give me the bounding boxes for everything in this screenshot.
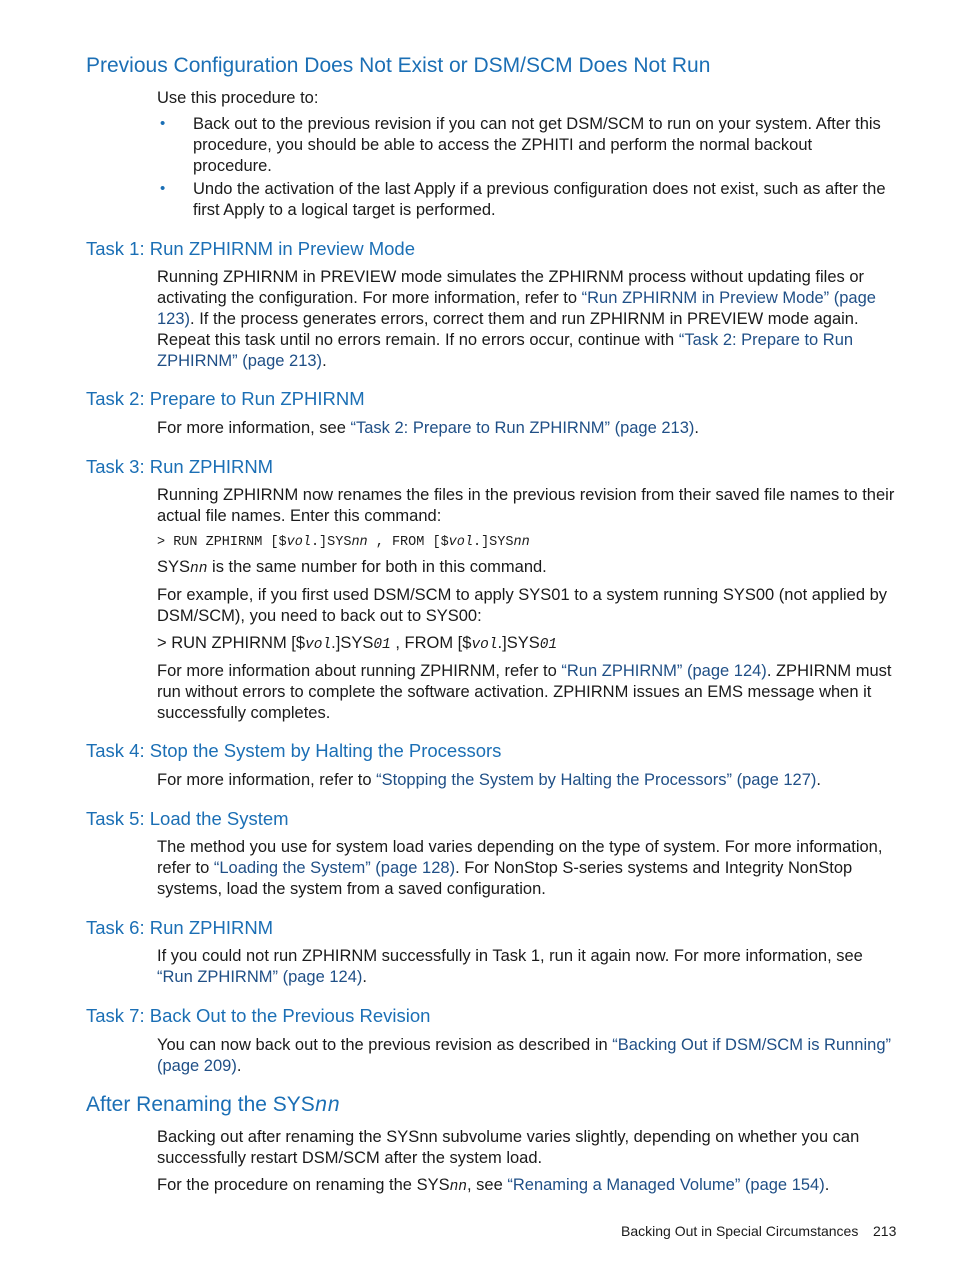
command-line: > RUN ZPHIRNM [$vol.]SYSnn , FROM [$vol.]SYSnn	[157, 535, 530, 550]
link-task2-prepare[interactable]: “Task 2: Prepare to Run ZPHIRNM” (page 213)	[157, 331, 854, 370]
task5-heading: Task 5: Load the System	[86, 808, 289, 829]
bullet-icon: •	[160, 115, 166, 132]
bullet-item-back-out: Back out to the previous revision if you can not get DSM/SCM to run on your system. After this procedure, you should be able to access the ZPHITI and perform the normal backout procedure.	[193, 115, 881, 175]
section2-paragraph-1: Backing out after renaming the SYSnn subvolume varies slightly, depending on whether you can successfully restart DSM/SCM after the system load.	[157, 1128, 860, 1167]
footer-section-title: Backing Out in Special Circumstances	[621, 1223, 859, 1239]
link-loading-system[interactable]: “Loading the System” (page 128)	[213, 859, 456, 877]
task5-paragraph: The method you use for system load varies depending on the type of system. For more information, refer to “Loading the System” (page 128). For NonStop S-series systems and Integrity NonStop systems, load the system from a saved configuration.	[157, 838, 883, 898]
task3-paragraph-2: For example, if you first used DSM/SCM to apply SYS01 to a system running SYS00 (not applied by DSM/SCM), you need to back out to SYS00:	[157, 586, 888, 625]
intro-text: Use this procedure to:	[157, 89, 319, 107]
link-run-zphirnm[interactable]: “Run ZPHIRNM” (page 124)	[561, 662, 767, 680]
task2-heading: Task 2: Prepare to Run ZPHIRNM	[86, 388, 365, 409]
task6-heading: Task 6: Run ZPHIRNM	[86, 917, 274, 938]
section-heading-previous-configuration: Previous Configuration Does Not Exist or DSM/SCM Does Not Run	[86, 54, 711, 77]
task1-paragraph: Running ZPHIRNM in PREVIEW mode simulates the ZPHIRNM process without updating files or activating the configuration. For more information, refer to “Run ZPHIRNM in Preview Mode” (page 123). If the process generates errors, correct them and run ZPHIRNM in PREVIEW mode again. Repeat this task until no errors remain. If no errors occur, continue with “Task 2: Prepare to Run ZPHIRNM” (page 213).	[157, 268, 876, 370]
example-command: > RUN ZPHIRNM [$vol.]SYS01 , FROM [$vol.]SYS01	[157, 634, 558, 653]
link-run-zphirnm-preview[interactable]: “Run ZPHIRNM in Preview Mode” (page 123)	[157, 289, 876, 328]
task1-heading: Task 1: Run ZPHIRNM in Preview Mode	[86, 238, 415, 259]
task2-paragraph: For more information, see “Task 2: Prepare to Run ZPHIRNM” (page 213).	[157, 419, 699, 437]
link-renaming-managed-volume[interactable]: “Renaming a Managed Volume” (page 154)	[507, 1176, 825, 1194]
section2-paragraph-2: For the procedure on renaming the SYSnn, see “Renaming a Managed Volume” (page 154).	[157, 1176, 830, 1195]
task3-heading: Task 3: Run ZPHIRNM	[86, 456, 274, 477]
task4-paragraph: For more information, refer to “Stopping the System by Halting the Processors” (page 127).	[157, 771, 821, 789]
task7-paragraph: You can now back out to the previous revision as described in “Backing Out if DSM/SCM is Running” (page 209).	[157, 1036, 892, 1075]
link-run-zphirnm[interactable]: “Run ZPHIRNM” (page 124)	[157, 968, 363, 986]
bullet-icon: •	[160, 180, 166, 197]
task3-paragraph-3: For more information about running ZPHIRNM, refer to “Run ZPHIRNM” (page 124). ZPHIRNM must run without errors to complete the software activation. ZPHIRNM issues an EMS message when it successfully completes.	[157, 662, 892, 722]
section-heading-after-renaming: After Renaming the SYSnn	[86, 1093, 341, 1118]
task3-paragraph-1: Running ZPHIRNM now renames the files in the previous revision from their saved file names to their actual file names. Enter this command:	[157, 486, 895, 525]
link-backing-out-running[interactable]: “Backing Out if DSM/SCM is Running” (page 209)	[157, 1036, 892, 1075]
task7-heading: Task 7: Back Out to the Previous Revision	[86, 1005, 431, 1026]
task6-paragraph: If you could not run ZPHIRNM successfully in Task 1, run it again now. For more information, see “Run ZPHIRNM” (page 124).	[157, 947, 863, 986]
page-number: 213	[873, 1223, 897, 1239]
sysnn-note: SYSnn is the same number for both in this command.	[157, 558, 547, 577]
link-stopping-system[interactable]: “Stopping the System by Halting the Processors” (page 127)	[376, 771, 817, 789]
link-task2-prepare[interactable]: “Task 2: Prepare to Run ZPHIRNM” (page 213)	[350, 419, 695, 437]
task4-heading: Task 4: Stop the System by Halting the Processors	[86, 740, 502, 761]
bullet-item-undo-activation: Undo the activation of the last Apply if a previous configuration does not exist, such as after the first Apply to a logical target is performed.	[193, 180, 886, 219]
